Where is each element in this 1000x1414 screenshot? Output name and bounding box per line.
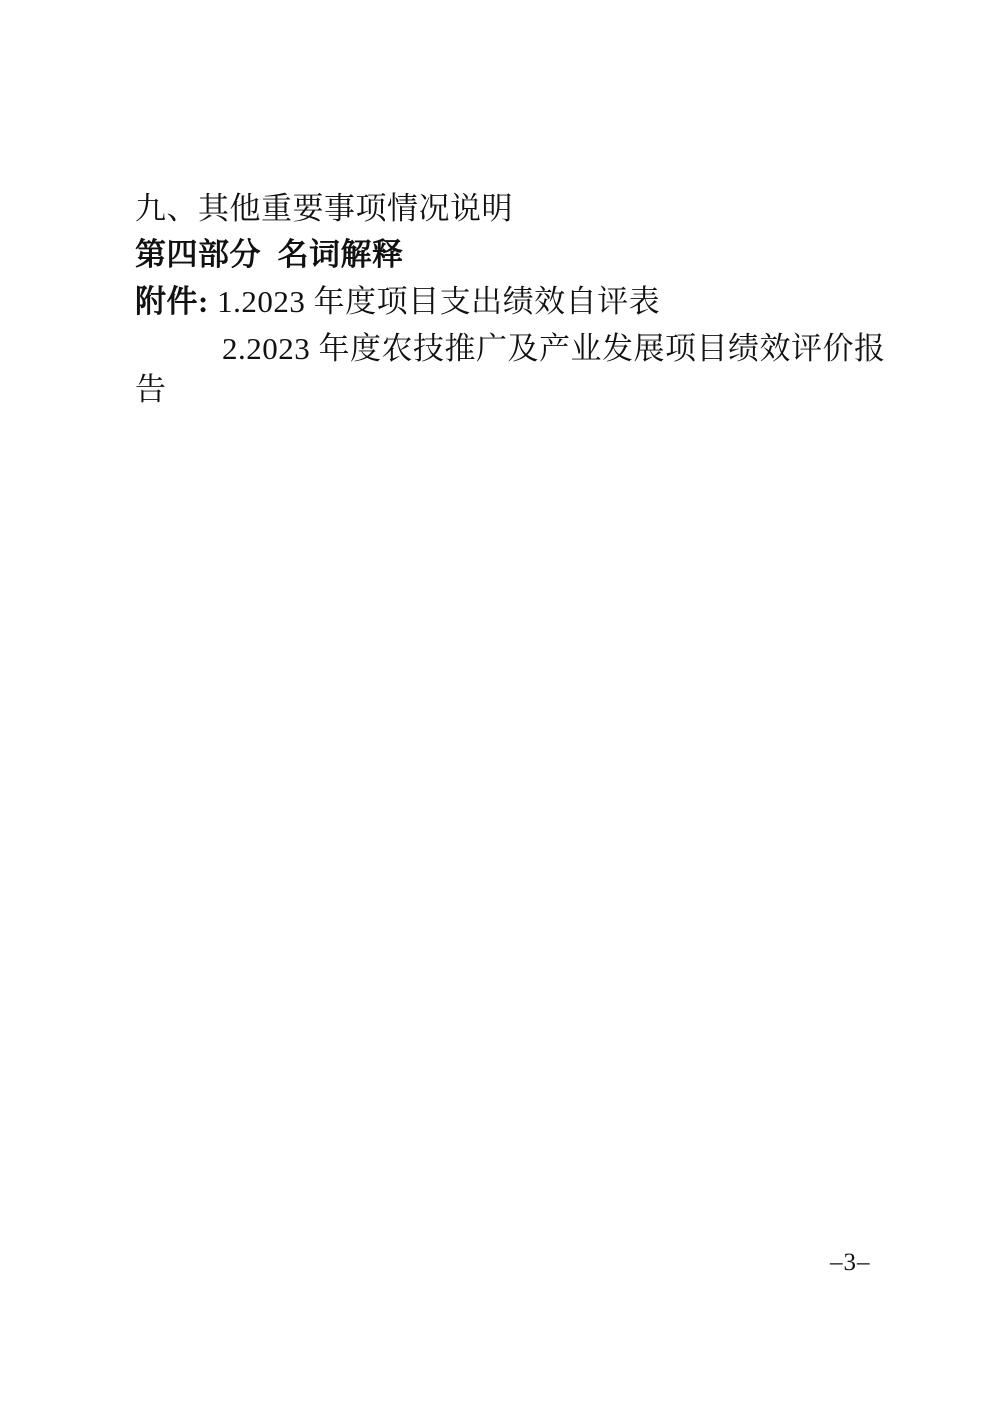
section-heading: 九、其他重要事项情况说明 [135,191,513,226]
page-number: –3– [830,1249,871,1276]
attachment-label: 附件: [135,284,218,319]
attachment-item-1: 1.2023 年度项目支出绩效自评表 [217,284,661,319]
attachment-item-2-line-1: 2.2023 年度农技推广及产业发展项目绩效评价报 [222,331,886,366]
attachment-item-2-line-2: 告 [135,372,167,407]
part-heading: 第四部分 名词解释 [135,237,404,272]
attachment-line-1 [135,284,660,320]
